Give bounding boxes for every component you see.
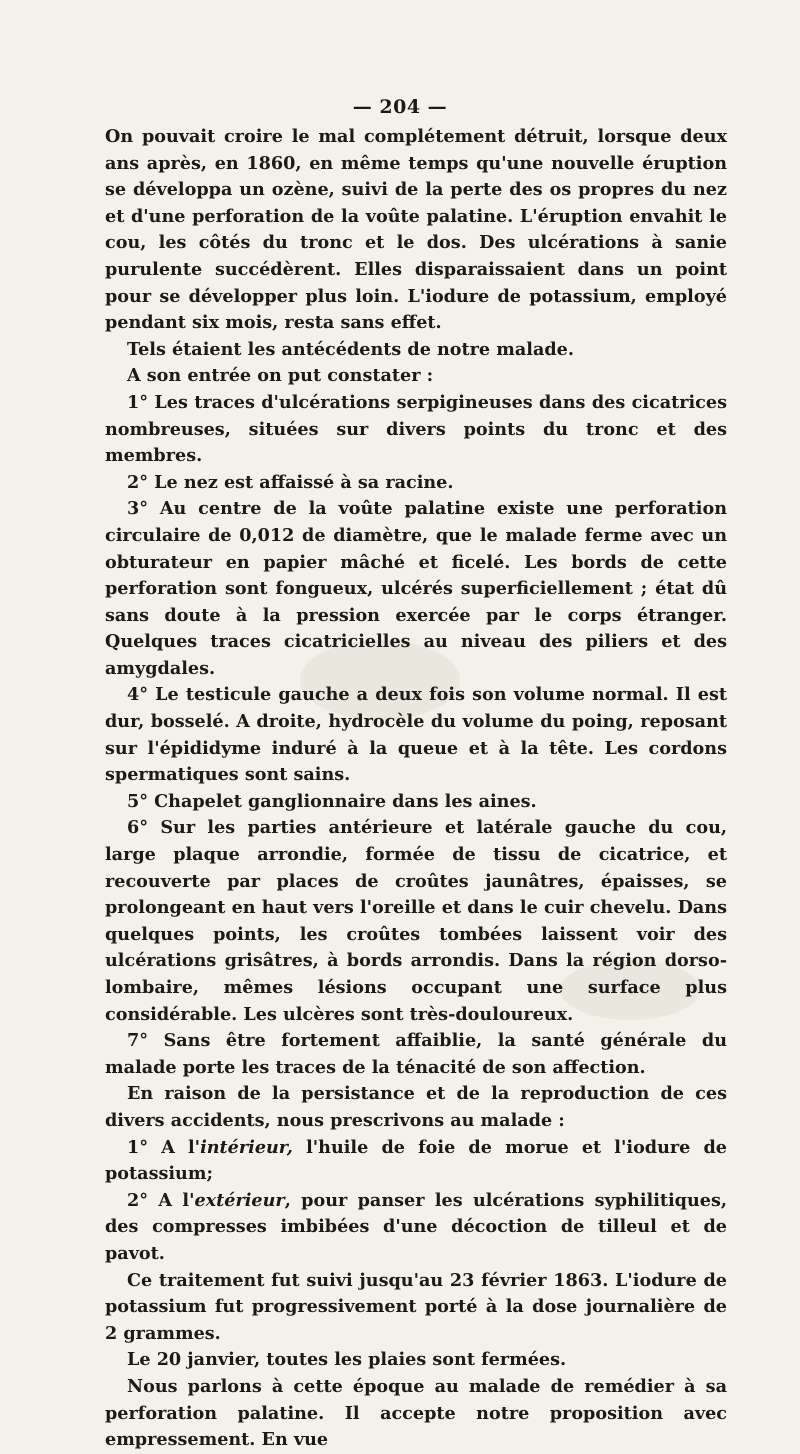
paragraph-text: Nous parlons à cette époque au malade de remédier à sa perforation palatine. Il accepte notre proposition avec empressement. En vue <box>105 1375 727 1451</box>
paragraph-text: 7° Sans être fortement affaiblie, la santé générale du malade porte les traces de la ténacité de son affection. <box>105 1030 727 1078</box>
paragraph <box>105 1268 727 1348</box>
paragraph <box>105 1374 727 1454</box>
paragraph-text: 6° Sur les parties antérieure et latérale gauche du cou, large plaque arrondie, formée de tissu de cicatrice, et recouverte par places de croûtes jaunâtres, épaisses, se prolongeant en haut vers l'oreille et dans le cuir chevelu. Dans quelques points, les croûtes tombées laissent voir des ulcérations grisâtres, à bords arrondis. Dans la région dorso-lombaire, mêmes lésions occupant une surface plus considérable. Les ulcères sont très-douloureux. <box>105 817 727 1025</box>
paragraph-text: 5° Chapelet ganglionnaire dans les aines. <box>127 790 537 812</box>
paragraph-text: 3° Au centre de la voûte palatine existe une perforation circulaire de 0,012 de diamètre, que le malade ferme avec un obturateur en papier mâché et ficelé. Les bords de cette perforation sont fongueux, ulcérés superficiellement ; état dû sans doute à la pression exercée par le corps étranger. Quelques traces cicatricielles au niveau des piliers et des amygdales. <box>105 498 727 679</box>
paragraph <box>105 682 727 788</box>
paragraph-text: En raison de la persistance et de la reproduction de ces divers accidents, nous prescrivons au malade : <box>105 1083 727 1131</box>
italic-text: extérieur <box>194 1189 285 1211</box>
paragraph-text: 4° Le testicule gauche a deux fois son volume normal. Il est dur, bosselé. A droite, hydrocèle du volume du poing, reposant sur l'épididyme induré à la queue et à la tête. Les cordons spermatiques sont sains. <box>105 684 727 786</box>
paragraph-text: Tels étaient les antécédents de notre malade. <box>127 338 574 360</box>
paragraph <box>105 337 727 364</box>
paragraph <box>105 470 727 497</box>
page-number: — 204 — <box>352 96 448 118</box>
paragraph <box>105 1028 727 1081</box>
paragraph <box>105 1188 727 1268</box>
paragraph <box>105 496 727 682</box>
paragraph-text: 1° A l' <box>127 1136 201 1158</box>
paragraph <box>105 789 727 816</box>
paragraph-text: 2° Le nez est affaissé à sa racine. <box>127 471 454 493</box>
paragraph-text: , pour panser les ulcérations syphilitiques, des compresses imbibées d'une décoction de tilleul et de pavot. <box>105 1189 727 1264</box>
paragraph-text: l'huile de foie de morue et l'iodure de potassium; <box>105 1136 728 1185</box>
paragraph <box>105 1135 727 1188</box>
paragraph <box>105 1081 727 1134</box>
paragraph <box>105 815 727 1028</box>
body-text <box>105 124 727 1454</box>
paragraph-text: 2° A l' <box>127 1189 195 1211</box>
paragraph-text: 1° Les traces d'ulcérations serpigineuses dans des cicatrices nombreuses, situées sur divers points du tronc et des membres. <box>105 391 727 467</box>
paragraph <box>105 124 727 337</box>
paragraph-text: Le 20 janvier, toutes les plaies sont fermées. <box>127 1349 567 1371</box>
paragraph <box>105 1347 727 1374</box>
paragraph <box>105 390 727 470</box>
paragraph-text: A son entrée on put constater : <box>127 365 434 387</box>
paragraph <box>105 363 727 390</box>
paragraph-text: On pouvait croire le mal complétement détruit, lorsque deux ans après, en 1860, en même temps qu'une nouvelle éruption se développa un ozène, suivi de la perte des os propres du nez et d'une perforation de la voûte palatine. L'éruption envahit le cou, les côtés du tronc et le dos. Des ulcérations à sanie purulente succédèrent. Elles disparaissaient dans un point pour se développer plus loin. L'iodure de potassium, employé pendant six mois, resta sans effet. <box>105 126 727 334</box>
italic-text: intérieur, <box>200 1136 293 1158</box>
paragraph-text: Ce traitement fut suivi jusqu'au 23 février 1863. L'iodure de potassium fut progressivement porté à la dose journalière de 2 grammes. <box>105 1269 727 1344</box>
